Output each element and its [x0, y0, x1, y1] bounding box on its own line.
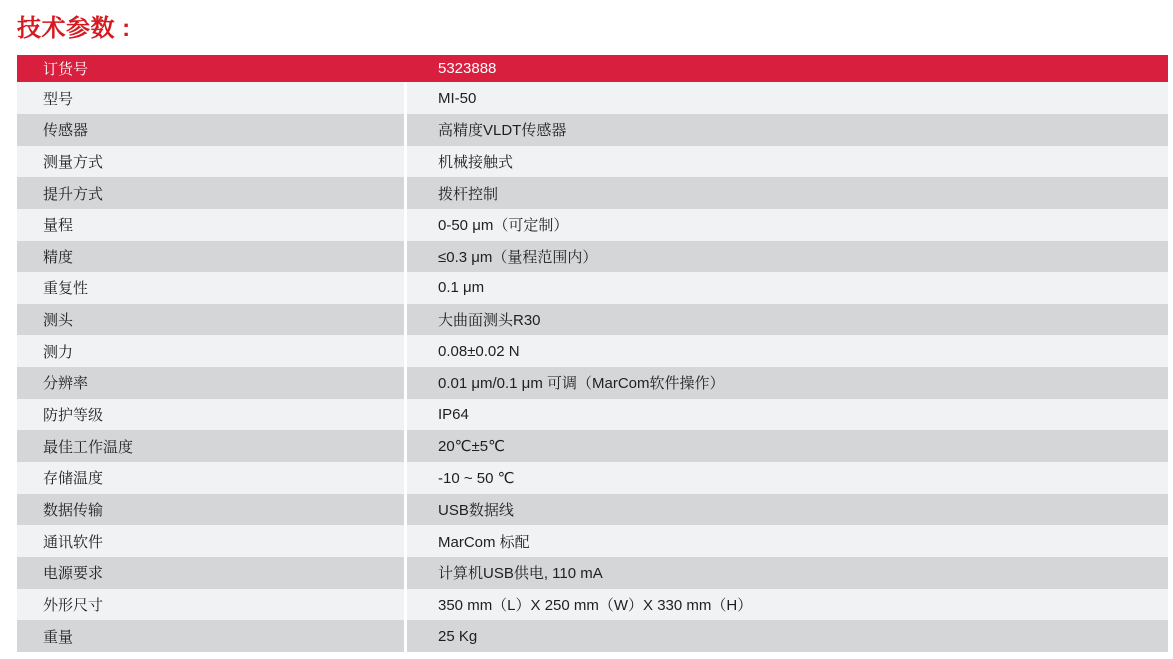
spec-value-cell [407, 209, 1168, 241]
spec-label: 重复性 [43, 280, 89, 298]
spec-value-cell [407, 241, 1168, 273]
spec-label-cell [17, 557, 404, 589]
spec-value-cell [407, 367, 1168, 399]
spec-label: 外形尺寸 [43, 596, 104, 614]
spec-label-cell [17, 209, 404, 241]
spec-value: 大曲面测头R30 [438, 312, 541, 330]
spec-label-cell [17, 494, 404, 526]
table-row [17, 620, 1168, 652]
spec-value-cell [407, 525, 1168, 557]
spec-label-cell [17, 114, 404, 146]
table-row [17, 399, 1168, 431]
table-row [17, 146, 1168, 178]
spec-label: 测量方式 [43, 153, 104, 171]
spec-value: -10 ~ 50 ℃ [438, 469, 515, 487]
spec-value: 0.01 μm/0.1 μm 可调（MarCom软件操作） [438, 375, 725, 393]
table-row [17, 589, 1168, 621]
spec-table [17, 55, 1168, 652]
spec-value: 0-50 μm（可定制） [438, 217, 569, 235]
table-row [17, 335, 1168, 367]
spec-label-cell [17, 146, 404, 178]
spec-value-cell [407, 430, 1168, 462]
spec-value-cell [407, 82, 1168, 114]
spec-label-cell [17, 177, 404, 209]
spec-label: 测力 [43, 343, 74, 361]
table-row [17, 462, 1168, 494]
spec-label: 订货号 [43, 61, 89, 79]
spec-value: MI-50 [438, 89, 477, 107]
spec-value: 高精度VLDT传感器 [438, 122, 567, 140]
spec-value-cell [407, 55, 1168, 82]
spec-label-cell [17, 304, 404, 336]
spec-value: 计算机USB供电, 110 mA [438, 565, 603, 583]
spec-label-cell [17, 335, 404, 367]
spec-value-cell [407, 462, 1168, 494]
spec-label-cell [17, 589, 404, 621]
table-row [17, 241, 1168, 273]
spec-value: 25 Kg [438, 627, 478, 645]
spec-label: 最佳工作温度 [43, 438, 134, 456]
table-row [17, 82, 1168, 114]
spec-value: ≤0.3 μm（量程范围内） [438, 248, 598, 266]
table-row [17, 525, 1168, 557]
spec-label-cell [17, 620, 404, 652]
spec-label-cell [17, 241, 404, 273]
table-row [17, 367, 1168, 399]
spec-value: 机械接触式 [438, 153, 514, 171]
table-row [17, 272, 1168, 304]
spec-value: USB数据线 [438, 501, 514, 519]
table-row [17, 494, 1168, 526]
spec-label: 重量 [43, 628, 74, 646]
spec-label-cell [17, 272, 404, 304]
spec-label-cell [17, 430, 404, 462]
spec-label-cell [17, 399, 404, 431]
spec-value-cell [407, 177, 1168, 209]
table-header-row [17, 55, 1168, 82]
spec-label: 量程 [43, 217, 74, 235]
spec-value-cell [407, 399, 1168, 431]
spec-value-cell [407, 557, 1168, 589]
spec-value-cell [407, 589, 1168, 621]
spec-label-cell [17, 525, 404, 557]
spec-value: 0.08±0.02 N [438, 342, 520, 360]
table-row [17, 177, 1168, 209]
spec-label: 精度 [43, 248, 74, 266]
table-row [17, 209, 1168, 241]
table-row [17, 114, 1168, 146]
spec-label-cell [17, 367, 404, 399]
spec-value: MarCom 标配 [438, 533, 530, 551]
spec-value: 拨杆控制 [438, 185, 499, 203]
spec-value: 5323888 [438, 60, 497, 78]
table-row [17, 557, 1168, 589]
spec-value-cell [407, 114, 1168, 146]
spec-label: 提升方式 [43, 185, 104, 203]
spec-label: 存储温度 [43, 470, 104, 488]
spec-value-cell [407, 494, 1168, 526]
spec-label: 传感器 [43, 122, 89, 140]
spec-value: 20℃±5℃ [438, 438, 505, 456]
spec-value-cell [407, 304, 1168, 336]
spec-label: 防护等级 [43, 407, 104, 425]
spec-value: IP64 [438, 406, 469, 424]
spec-label-cell [17, 55, 404, 82]
spec-label: 分辨率 [43, 375, 89, 393]
spec-value-cell [407, 620, 1168, 652]
spec-value-cell [407, 335, 1168, 367]
spec-label: 型号 [43, 90, 74, 108]
page-title: 技术参数 : [17, 15, 131, 42]
spec-label: 通讯软件 [43, 533, 104, 551]
spec-value: 0.1 μm [438, 279, 485, 297]
spec-value-cell [407, 272, 1168, 304]
spec-value: 350 mm（L）X 250 mm（W）X 330 mm（H） [438, 596, 753, 614]
spec-label-cell [17, 462, 404, 494]
spec-label: 测头 [43, 312, 74, 330]
spec-label: 数据传输 [43, 501, 104, 519]
spec-value-cell [407, 146, 1168, 178]
spec-label-cell [17, 82, 404, 114]
table-row [17, 304, 1168, 336]
table-row [17, 430, 1168, 462]
spec-label: 电源要求 [43, 565, 104, 583]
